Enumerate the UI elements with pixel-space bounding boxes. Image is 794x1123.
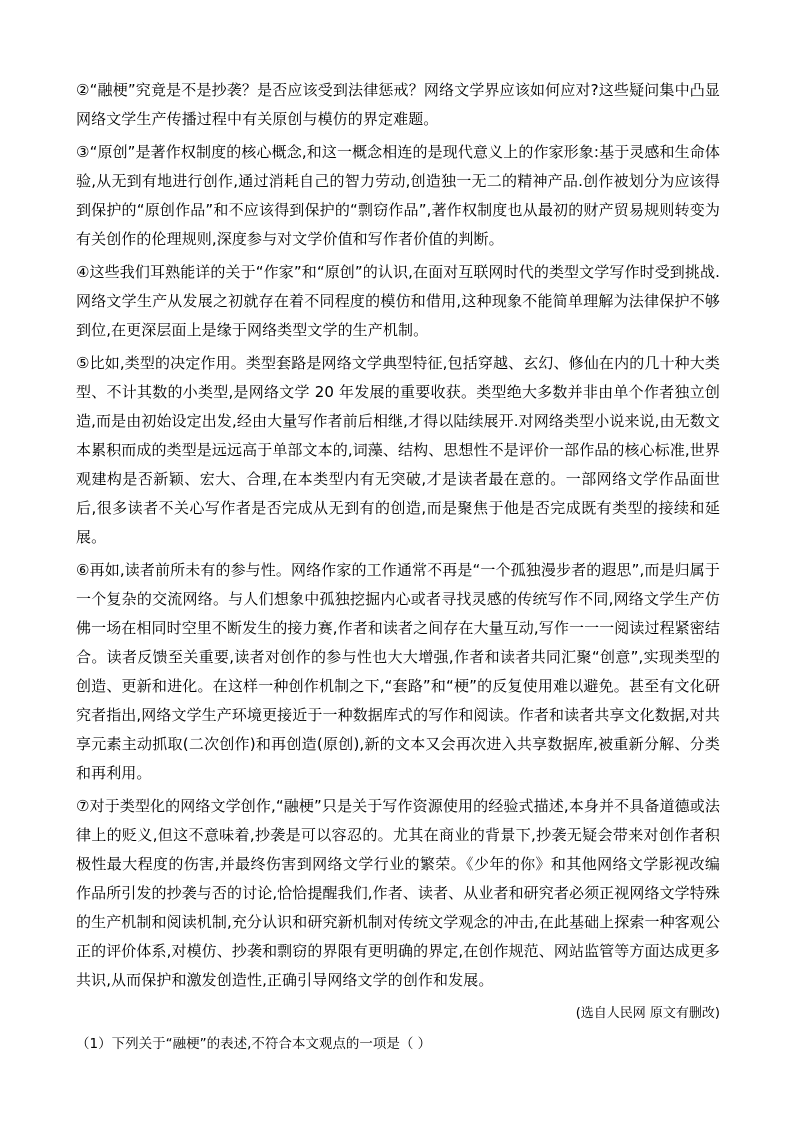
- document-page: [76, 76, 720, 1059]
- paragraph-2: ②“融梗”究竟是不是抄袭？是否应该受到法律惩戒？网络文学界应该如何应对?这些疑问集中凸显网络文学生产传播过程中有关原创与模仿的界定难题。: [76, 81, 720, 128]
- source-citation: (选自人民网 原文有删改): [575, 1006, 720, 1021]
- paragraph-4: ④这些我们耳熟能详的关于“作家”和“原创”的认识,在面对互联网时代的类型文学写作时受到挑战.网络文学生产从发展之初就存在着不同程度的模仿和借用,这种现象不能简单理解为法律保护不够到位,在更深层面上是缘于网络类型文学的生产机制。: [76, 263, 720, 339]
- paragraph-5: ⑤比如,类型的决定作用。类型套路是网络文学典型特征,包括穿越、玄幻、修仙在内的几十种大类型、不计其数的小类型,是网络文学 20 年发展的重要收获。类型绝大多数并非由单个作者独立创造,而是由初始设定出发,经由大量写作者前后相继,才得以陆续展开.对网络类型小说来说,由无数文本累积而成的类型是远远高于单部文本的,词藻、结构、思想性不是评价一部作品的核心标准,世界观建构是否新颖、宏大、合理,在本类型内有无突破,才是读者最在意的。一部网络文学作品面世后,很多读者不关心写作者是否完成从无到有的创造,而是聚焦于他是否完成既有类型的接续和延展。: [76, 354, 720, 546]
- paragraph-6: ⑥再如,读者前所未有的参与性。网络作家的工作通常不再是“一个孤独漫步者的遐思”,而是归属于一个复杂的交流网络。与人们想象中孤独挖掘内心或者寻找灵感的传统写作不同,网络文学生产仿佛一场在相同时空里不断发生的接力赛,作者和读者之间存在大量互动,写作一一一阅读过程紧密结合。读者反馈至关重要,读者对创作的参与性也大大增强,作者和读者共同汇聚“创意”,实现类型的创造、更新和进化。在这样一种创作机制之下,“套路”和“梗”的反复使用难以避免。甚至有文化研究者指出,网络文学生产环境更接近于一种数据库式的写作和阅读。作者和读者共享文化数据,对共享元素主动抓取(二次创作)和再创造(原创),新的文本又会再次进入共享数据库,被重新分解、分类和再利用。: [76, 561, 720, 782]
- question-1: （1）下列关于“融梗”的表述,不符合本文观点的一项是（ ）: [76, 1036, 432, 1052]
- paragraph-7: ⑦对于类型化的网络文学创作,“融梗”只是关于写作资源使用的经验式描述,本身并不具备道德或法律上的贬义,但这不意味着,抄袭是可以容忍的。尤其在商业的背景下,抄袭无疑会带来对创作者积极性最大程度的伤害,并最终伤害到网络文学行业的繁荣。《少年的你》和其他网络文学影视改编作品所引发的抄袭与否的讨论,恰恰提醒我们,作者、读者、从业者和研究者必须正视网络文学特殊的生产机制和阅读机制,充分认识和研究新机制对传统文学观念的冲击,在此基础上探索一种客观公正的评价体系,对模仿、抄袭和剽窃的界限有更明确的界定,在创作规范、网站监管等方面达成更多共识,从而保护和激发创造性,正确引导网络文学的创作和发展。: [76, 797, 720, 989]
- paragraph-3: ③“原创”是著作权制度的核心概念,和这一概念相连的是现代意义上的作家形象:基于灵感和生命体验,从无到有地进行创作,通过消耗自己的智力劳动,创造独一无二的精神产品.创作被划分为应该得到保护的“原创作品”和不应该得到保护的“剽窃作品”,著作权制度也从最初的财产贸易规则转变为有关创作的伦理规则,深度参与对文学价值和写作者价值的判断。: [76, 143, 720, 248]
